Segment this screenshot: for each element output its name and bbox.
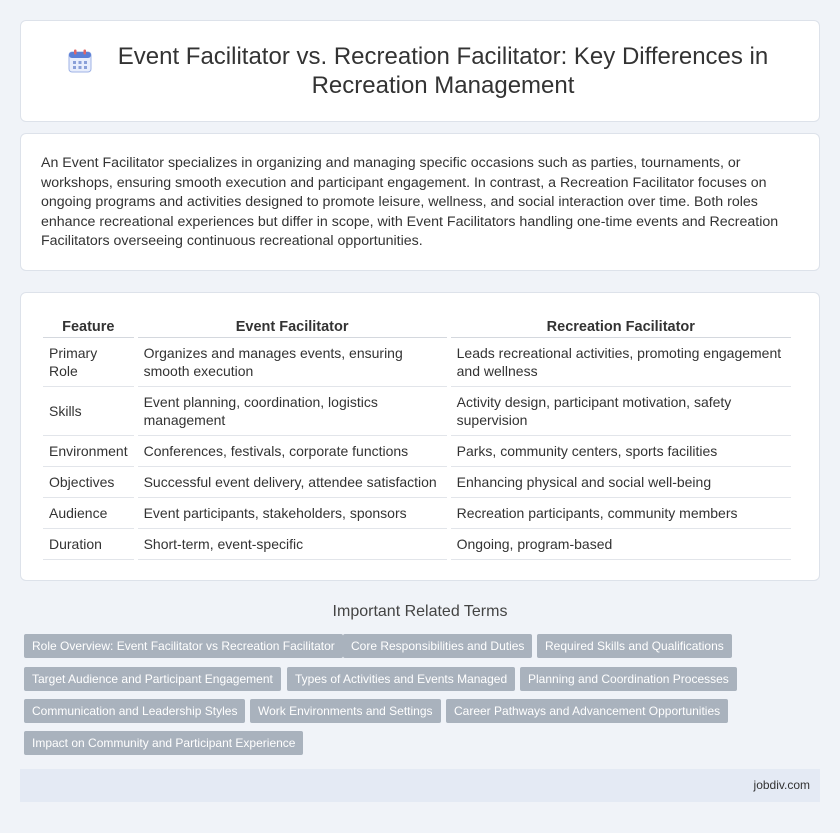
related-tag[interactable]: Core Responsibilities and Duties [343, 634, 532, 658]
related-terms-heading: Important Related Terms [332, 603, 508, 620]
calendar-icon [67, 48, 93, 74]
footer-site-link[interactable]: jobdiv.com [753, 778, 810, 792]
title-card [20, 20, 820, 122]
table-row [43, 498, 791, 529]
related-tag[interactable]: Communication and Leadership Styles [24, 699, 245, 723]
feature-cell: Environment [43, 436, 134, 467]
event-cell: Event planning, coordination, logistics management [138, 387, 447, 436]
recreation-cell: Recreation participants, community members [451, 498, 791, 529]
related-tag[interactable]: Target Audience and Participant Engagement [24, 667, 281, 691]
title-wrap [60, 42, 780, 100]
table-header-row [43, 315, 791, 338]
recreation-cell: Parks, community centers, sports facilities [451, 436, 791, 467]
comparison-card [20, 292, 820, 581]
header-feature: Feature [43, 315, 134, 338]
event-cell: Short-term, event-specific [138, 529, 447, 560]
related-tag[interactable]: Impact on Community and Participant Experience [24, 731, 303, 755]
related-tag[interactable]: Types of Activities and Events Managed [287, 667, 515, 691]
recreation-cell: Enhancing physical and social well-being [451, 467, 791, 498]
feature-cell: Objectives [43, 467, 134, 498]
feature-cell: Audience [43, 498, 134, 529]
footer [20, 769, 820, 802]
table-row [43, 338, 791, 387]
event-cell: Organizes and manages events, ensuring smooth execution [138, 338, 447, 387]
related-tag[interactable]: Career Pathways and Advancement Opportunities [446, 699, 728, 723]
intro-card [20, 133, 820, 271]
related-tag[interactable]: Planning and Coordination Processes [520, 667, 737, 691]
table-row [43, 529, 791, 560]
header-event-facilitator: Event Facilitator [138, 315, 447, 338]
table-row [43, 436, 791, 467]
related-tag[interactable]: Required Skills and Qualifications [537, 634, 732, 658]
related-tag[interactable]: Role Overview: Event Facilitator vs Recreation Facilitator [24, 634, 343, 658]
event-cell: Conferences, festivals, corporate functions [138, 436, 447, 467]
intro-paragraph: An Event Facilitator specializes in organizing and managing specific occasions such as parties, tournaments, or workshops, ensuring smooth execution and participant engagement. In contrast, a Recreation Facilitator focuses on ongoing programs and activities designed to promote leisure, wellness, and social interaction over time. Both roles enhance recreational experiences but differ in scope, with Event Facilitators handling one-time events and Recreation Facilitators overseeing continuous recreational opportunities. [41, 155, 779, 249]
header-recreation-facilitator: Recreation Facilitator [451, 315, 791, 338]
feature-cell: Duration [43, 529, 134, 560]
table-row [43, 467, 791, 498]
related-tag[interactable]: Work Environments and Settings [250, 699, 441, 723]
feature-cell: Primary Role [43, 338, 134, 387]
recreation-cell: Ongoing, program-based [451, 529, 791, 560]
event-cell: Successful event delivery, attendee satisfaction [138, 467, 447, 498]
event-cell: Event participants, stakeholders, sponsors [138, 498, 447, 529]
table-row [43, 387, 791, 436]
feature-cell: Skills [43, 387, 134, 436]
page-title: Event Facilitator vs. Recreation Facilitator: Key Differences in Recreation Management [117, 43, 769, 99]
comparison-table [39, 315, 795, 560]
recreation-cell: Leads recreational activities, promoting engagement and wellness [451, 338, 791, 387]
recreation-cell: Activity design, participant motivation, safety supervision [451, 387, 791, 436]
